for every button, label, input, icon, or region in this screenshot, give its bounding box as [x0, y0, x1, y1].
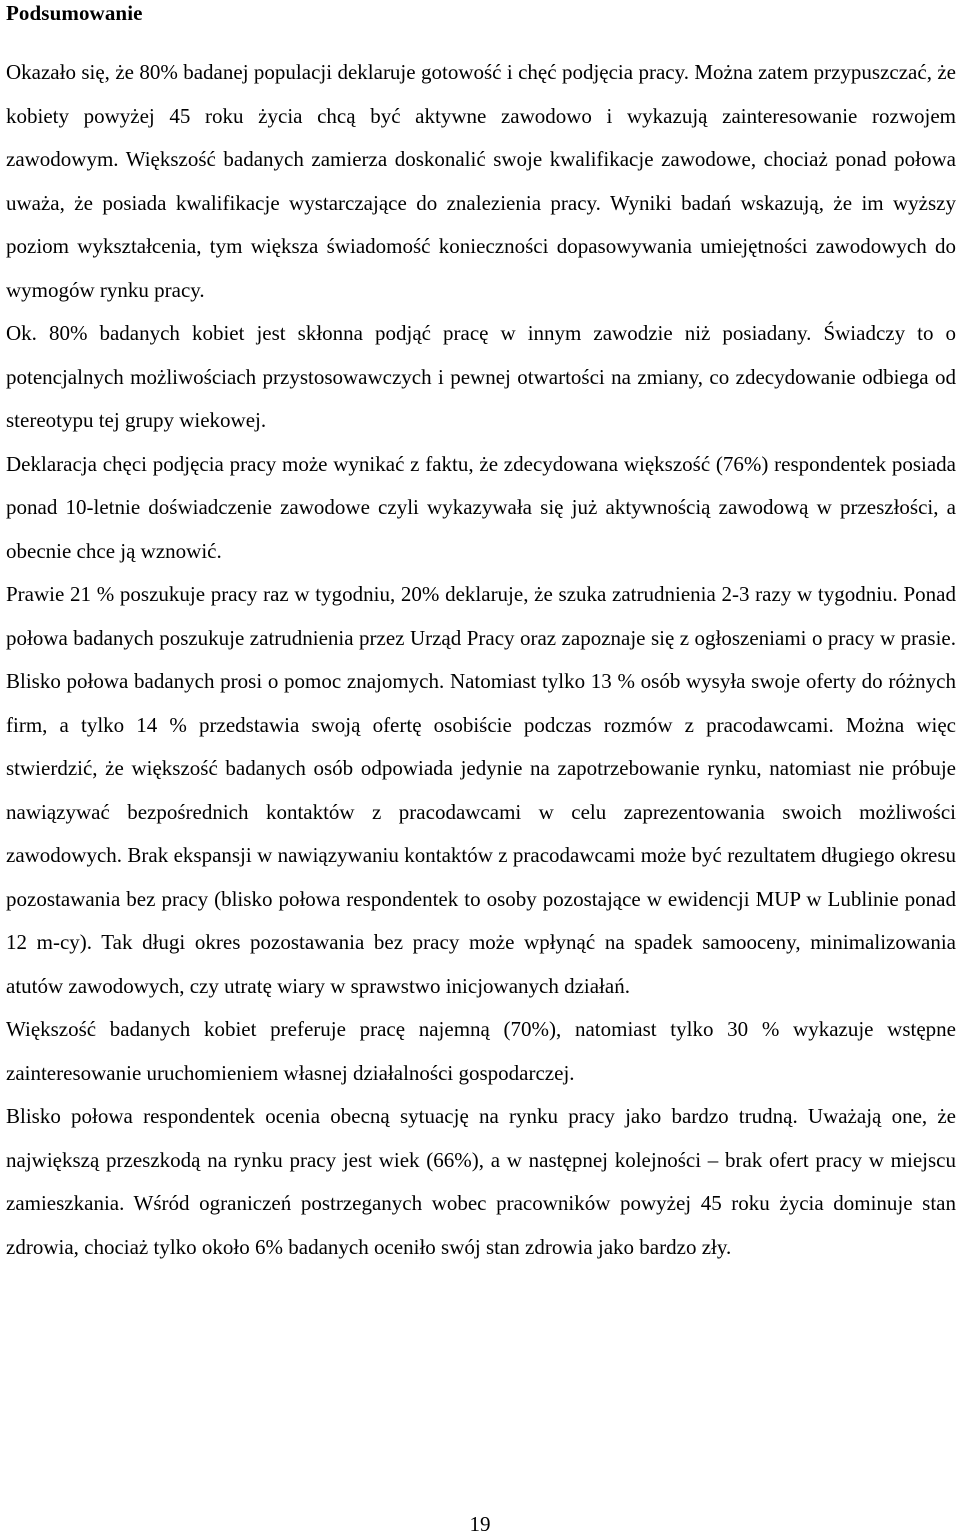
paragraph-employment-preference: Większość badanych kobiet preferuje pracę najemną (70%), natomiast tylko 30 % wykazuje wstępne zainteresowanie uruchomieniem własnej działalności gospodarczej.: [6, 1017, 956, 1085]
paragraph-labour-market: Blisko połowa respondentek ocenia obecną sytuację na rynku pracy jako bardzo trudną. Uważają one, że największą przeszkodą na rynku pracy jest wiek (66%), a w następnej kolejności – brak ofert pracy w miejscu zamieszkania. Wśród ograniczeń postrzeganych wobec pracowników powyżej 45 roku życia dominuje stan zdrowia, chociaż tylko około 6% badanych oceniło swój stan zdrowia jako bardzo zły.: [6, 1104, 956, 1259]
body-text: [6, 51, 956, 1269]
paragraph-work-experience: Deklaracja chęci podjęcia pracy może wynikać z faktu, że zdecydowana większość (76%) respondentek posiada ponad 10-letnie doświadczenie zawodowe czyli wykazywała się już aktywnością zawodową w przeszłości, a obecnie chce ją wznowić.: [6, 451, 956, 563]
paragraph-summary-intro: Okazało się, że 80% badanej populacji deklaruje gotowość i chęć podjęcia pracy. Można zatem przypuszczać, że kobiety powyżej 45 roku życia chcą być aktywne zawodowo i wykazują zainteresowanie rozwojem zawodowym. Większość badanych zamierza doskonalić swoje kwalifikacje zawodowe, chociaż ponad połowa uważa, że posiada kwalifikacje wystarczające do znalezienia pracy. Wyniki badań wskazują, że im wyższy poziom wykształcenia, tym większa świadomość konieczności dopasowywania umiejętności zawodowych do wymogów rynku pracy.: [6, 60, 956, 302]
page-number: 19: [469, 1512, 491, 1536]
paragraph-profession-change: Ok. 80% badanych kobiet jest skłonna podjąć pracę w innym zawodzie niż posiadany. Świadczy to o potencjalnych możliwościach przystosowawczych i pewnej otwartości na zmiany, co zdecydowanie odbiega od stereotypu tej grupy wiekowej.: [6, 321, 956, 432]
section-heading: Podsumowanie: [6, 1, 143, 25]
paragraph-job-search: Prawie 21 % poszukuje pracy raz w tygodniu, 20% deklaruje, że szuka zatrudnienia 2-3 razy w tygodniu. Ponad połowa badanych poszukuje zatrudnienia przez Urząd Pracy oraz zapoznaje się z ogłoszeniami o pracy w prasie. Blisko połowa badanych prosi o pomoc znajomych. Natomiast tylko 13 % osób wysyła swoje oferty do różnych firm, a tylko 14 % przedstawia swoją ofertę osobiście podczas rozmów z pracodawcami. Można więc stwierdzić, że większość badanych osób odpowiada jedynie na zapotrzebowanie rynku, natomiast nie próbuje nawiązywać bezpośrednich kontaktów z pracodawcami w celu zaprezentowania swoich możliwości zawodowych. Brak ekspansji w nawiązywaniu kontaktów z pracodawcami może być rezultatem długiego okresu pozostawania bez pracy (blisko połowa respondentek to osoby pozostające w ewidencji MUP w Lublinie ponad 12 m-cy). Tak długi okres pozostawania bez pracy może wpłynąć na spadek samooceny, minimalizowania atutów zawodowych, czy utratę wiary w sprawstwo inicjowanych działań.: [6, 582, 956, 998]
